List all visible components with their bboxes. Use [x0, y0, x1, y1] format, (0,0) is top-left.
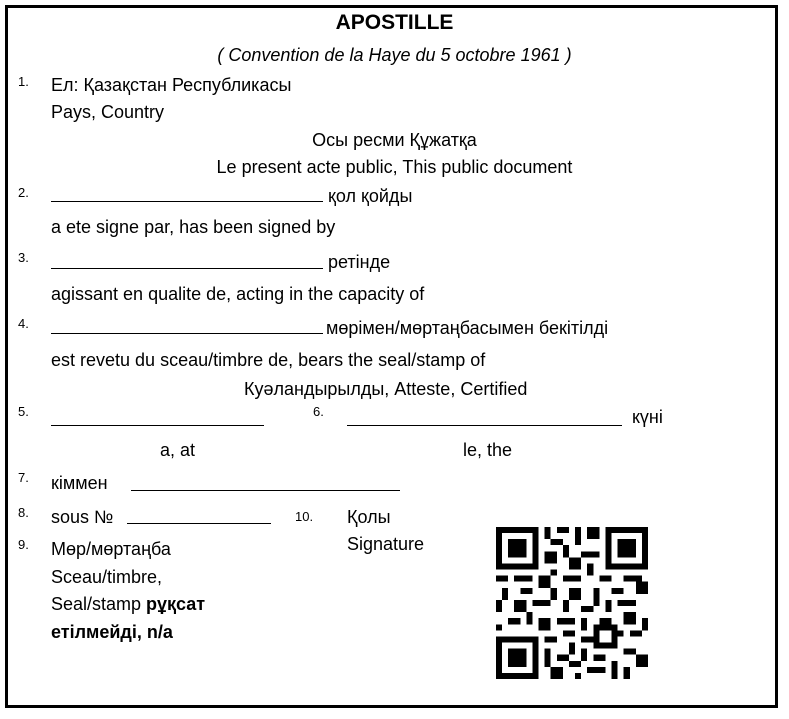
field-10-number: 10.	[295, 509, 314, 524]
field-3-number: 3.	[18, 250, 29, 265]
date-label: le, the	[463, 440, 513, 460]
field-9-number: 9.	[18, 537, 29, 552]
number-label: sous №	[51, 507, 114, 527]
stamp-french: Sceau/timbre,	[51, 567, 163, 587]
signed-by-kazakh: қол қойды	[328, 186, 413, 206]
field-8-number: 8.	[18, 505, 29, 520]
stamp-not-required-part1: рұқсат	[146, 594, 206, 614]
number-line	[127, 523, 271, 524]
field-5-number: 5.	[18, 404, 29, 419]
qr-code-icon	[496, 527, 648, 679]
date-line	[347, 425, 622, 426]
field-7-number: 7.	[18, 470, 29, 485]
document-title: APOSTILLE	[335, 11, 454, 34]
field-4-number: 4.	[18, 316, 29, 331]
country-label: Pays, Country	[51, 102, 165, 122]
certified-heading: Куәландырылды, Atteste, Certified	[244, 379, 528, 399]
date-kazakh: күні	[632, 407, 663, 427]
by-whom-kazakh: кіммен	[51, 473, 108, 493]
field-2-number: 2.	[18, 185, 29, 200]
stamp-kazakh: Мөр/мөртаңба	[51, 539, 171, 559]
document-intro-kazakh: Осы ресми Құжатқа	[312, 130, 477, 150]
convention-subtitle: ( Convention de la Haye du 5 octobre 1961 )	[217, 45, 572, 65]
seal-line	[51, 333, 323, 334]
signed-by-label: a ete signe par, has been signed by	[51, 217, 336, 237]
seal-kazakh: мөрімен/мөртаңбасымен бекітілді	[326, 318, 609, 338]
place-line	[51, 425, 264, 426]
stamp-not-required-part2: етілмейді, n/a	[51, 622, 173, 642]
document-intro-label: Le present acte public, This public document	[216, 157, 573, 177]
country-kazakh: Ел: Қазақстан Республикасы	[51, 75, 292, 95]
signature-label: Signature	[347, 534, 425, 554]
stamp-english-plain: Seal/stamp	[51, 594, 147, 614]
capacity-kazakh: ретінде	[328, 252, 391, 272]
signed-by-line	[51, 201, 323, 202]
seal-label: est revetu du sceau/timbre de, bears the seal/stamp of	[51, 350, 486, 370]
field-1-number: 1.	[18, 74, 29, 89]
place-label: a, at	[160, 440, 196, 460]
by-whom-line	[131, 490, 400, 491]
capacity-label: agissant en qualite de, acting in the capacity of	[51, 284, 425, 304]
stamp-english	[51, 593, 205, 615]
signature-kazakh: Қолы	[347, 507, 391, 527]
capacity-line	[51, 268, 323, 269]
field-6-number: 6.	[313, 404, 324, 419]
